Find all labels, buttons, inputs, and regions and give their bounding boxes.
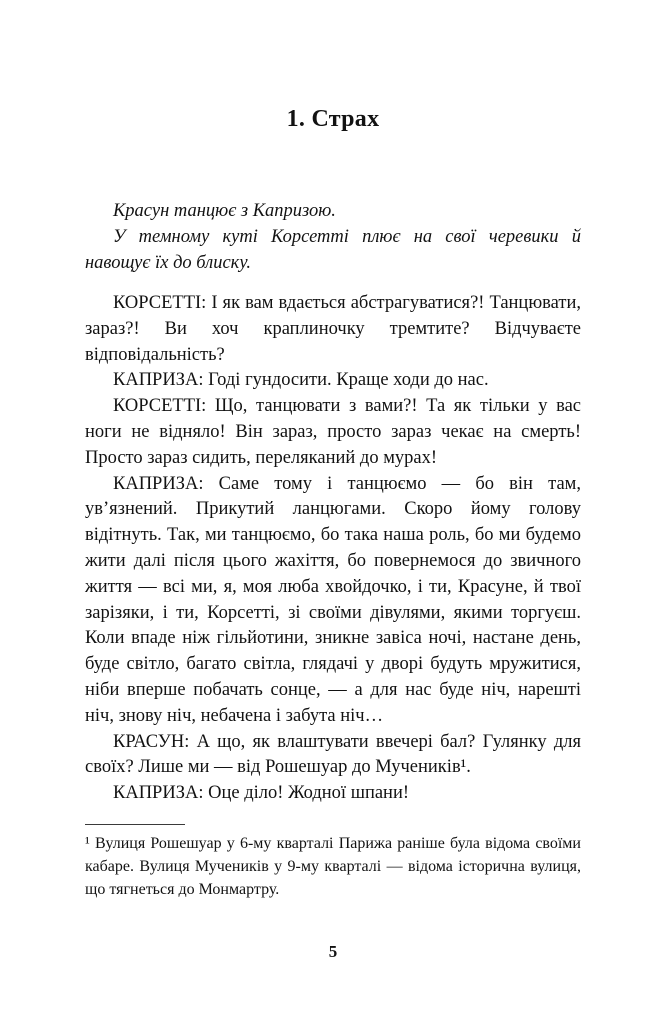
footnote-divider	[85, 824, 185, 825]
dialogue-paragraph: КРАСУН: А що, як влаштувати ввечері бал? Гулянку для своїх? Лише ми — від Рошешуар до Мучеників¹.	[85, 731, 581, 778]
dialogue-paragraph: КОРСЕТТІ: Що, танцювати з вами?! Та як тільки у вас ноги не відняло! Він зараз, просто зараз чекає на смерть! Просто зараз сидить, переляканий до мурах!	[85, 396, 581, 468]
footnote-block	[85, 824, 581, 901]
dialogue-paragraph: КАПРИЗА: Саме тому і танцюємо — бо він там, ув’язнений. Прикутий ланцюгами. Скоро йому голову відітнуть. Так, ми танцюємо, бо така наша роль, бо ми будемо жити далі після цього жахіття, бо повернемося до звичного життя — всі ми, я, моя люба хвойдочко, і ти, Красуне, й твої зарізяки, і ти, Корсетті, зі своїми дівулями, якими торгуєш. Коли впаде ніж гільйотини, зникне завіса ночі, настане день, буде світло, багато світла, глядачі у дворі будуть мружитися, ніби вперше побачать сонце, — а для нас буде ніч, нарешті ніч, знову ніч, небачена і забута ніч…	[85, 473, 581, 726]
dialogue-paragraph: КОРСЕТТІ: І як вам вдається абстрагуватися?! Танцювати, зараз?! Ви хоч краплиночку тремтите? Відчуваєте відповідальність?	[85, 293, 581, 365]
stage-direction-line: У темному куті Корсетті плює на свої черевики й навощує їх до блиску.	[85, 227, 581, 273]
page-number: 5	[328, 942, 338, 961]
dialogue-block	[85, 291, 581, 807]
stage-directions	[85, 198, 581, 276]
footnote-text: ¹ Вулиця Рошешуар у 6-му кварталі Парижа раніше була відома своїми кабаре. Вулиця Мучеників у 9-му кварталі — відома історична вулиця, що тягнеться до Монмартру.	[85, 834, 581, 898]
dialogue-paragraph: КАПРИЗА: Годі гундосити. Краще ходи до нас.	[113, 370, 489, 391]
chapter-title: 1. Страх	[286, 106, 380, 132]
stage-direction-line: Красун танцює з Капризою.	[113, 201, 336, 221]
dialogue-paragraph: КАПРИЗА: Оце діло! Жодної шпани!	[113, 783, 410, 804]
